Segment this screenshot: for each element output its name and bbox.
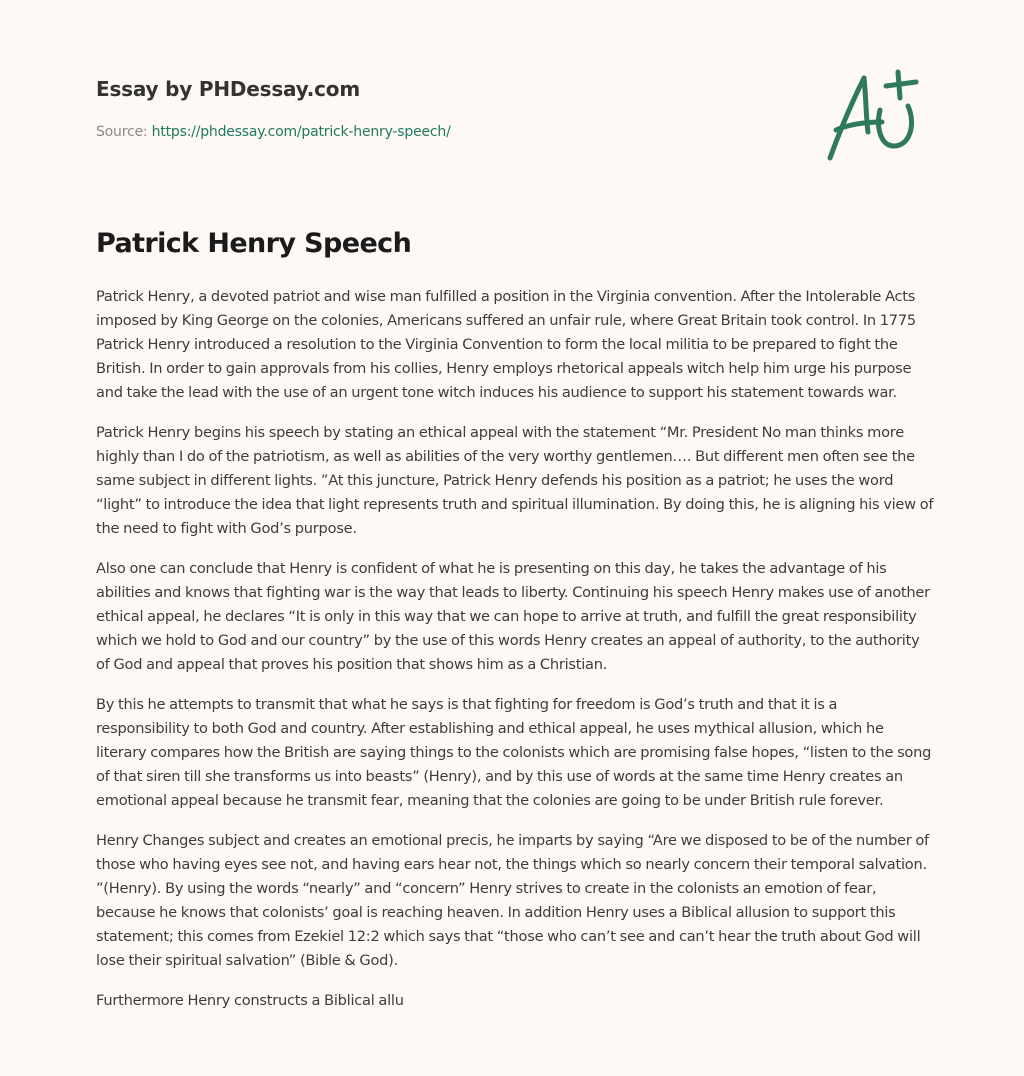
paragraph: Also one can conclude that Henry is confident of what he is presenting on this day, he takes the advantage of his abilities and knows that fighting war is the way that leads to liberty. Continuing his speech Henry makes use of another ethical appeal, he declares “It is only in this way that we can hope to arrive at truth, and fulfill the great responsibility which we hold to God and our country” by the use of this words Henry creates an appeal of authority, to the authority of God and appeal that proves his position that shows him as a Christian. [96,560,930,673]
paragraph: By this he attempts to transmit that what he says is that fighting for freedom is God’s truth and that it is a responsibility to both God and country. After establishing and ethical appeal, he uses mythical allusion, which he literary compares how the British are saying things to the colonists which are promising false hopes, “listen to the song of that siren till she transforms us into beasts” (Henry), and by this use of words at the same time Henry creates an emotional appeal because he transmit fear, meaning that the colonies are going to be under British rule forever. [96,696,932,809]
site-title: Essay by PHDessay.com [96,77,360,101]
page-title: Patrick Henry Speech [96,228,412,259]
paragraph: Furthermore Henry constructs a Biblical allu [96,992,404,1009]
source-line [96,122,928,142]
paragraph: Patrick Henry, a devoted patriot and wise man fulfilled a position in the Virginia convention. After the Intolerable Acts imposed by King George on the colonies, Americans suffered an unfair rule, where Great Britain took control. In 1775 Patrick Henry introduced a resolution to the Virginia Convention to form the local militia to be prepared to fight the British. In order to gain approvals from his collies, Henry employs rhetorical appeals witch help him urge his purpose and take the lead with the use of an urgent tone witch induces his audience to support his statement towards war. [96,288,916,401]
paragraph: Patrick Henry begins his speech by stating an ethical appeal with the statement “Mr. President No man thinks more highly than I do of the patriotism, as well as abilities of the very worthy gentlemen…. But different men often see the same subject in different lights. ”At this juncture, Patrick Henry defends his position as a patriot; he uses the word “light” to introduce the idea that light represents truth and spiritual illumination. By doing this, he is aligning his view of the need to fight with God’s purpose. [96,424,934,537]
a-plus-grade-icon [822,66,928,166]
site-header [96,74,928,142]
source-label: Source: [96,124,152,140]
article-body [96,285,934,1029]
paragraph: Henry Changes subject and creates an emotional precis, he imparts by saying “Are we disposed to be of the number of those who having eyes see not, and having ears hear not, the things which so nearly concern their temporal salvation. ”(Henry). By using the words “nearly” and “concern” Henry strives to create in the colonists an emotion of fear, because he knows that colonists’ goal is reaching heaven. In addition Henry uses a Biblical allusion to support this statement; this comes from Ezekiel 12:2 which says that “those who can’t see and can’t hear the truth about God will lose their spiritual salvation” (Bible & God). [96,832,929,969]
source-link[interactable]: https://phdessay.com/patrick-henry-speech/ [151,124,451,140]
